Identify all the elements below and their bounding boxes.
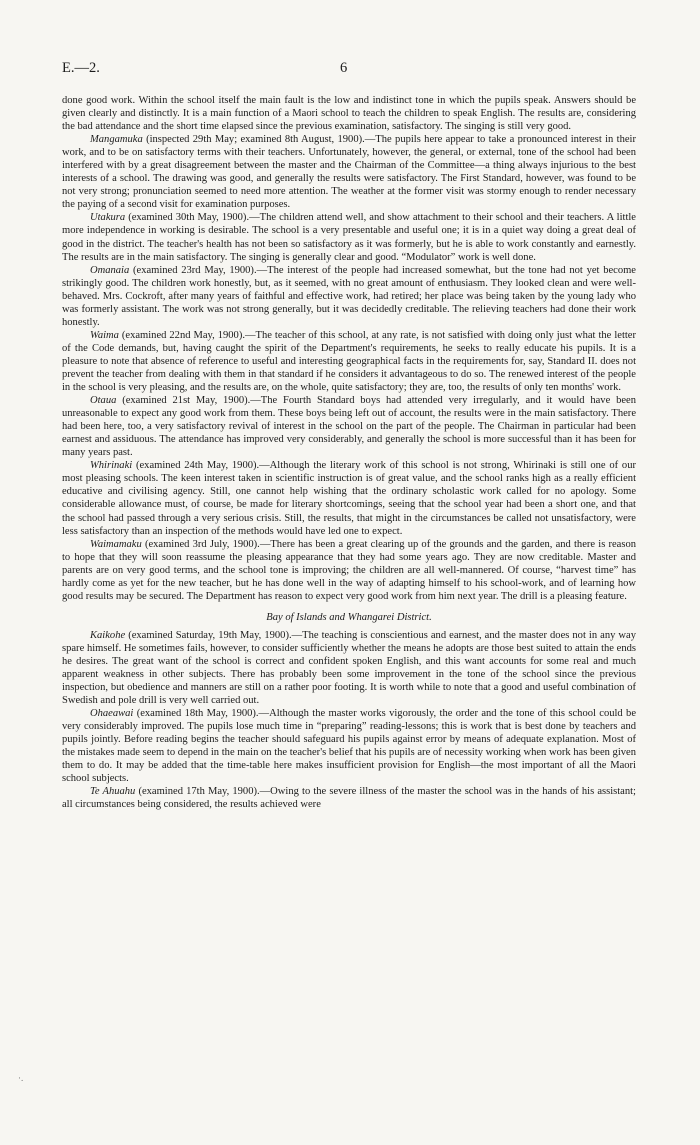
school-paragraph-te-ahuahu: Te Ahuahu (examined 17th May, 1900).—Owing to the severe illness of the master the school was in the hands of his assistant; all circumstances being considered, the results achieved were <box>62 786 636 811</box>
school-paragraph-mangamuka: Mangamuka (inspected 29th May; examined 8th August, 1900).—The pupils here appear to take a pronounced interest in their work, and to be on satisfactory terms with their teachers. Unfortunately, however, the general, or external, tone of the school had been interfered with by a great disagreement between the master and the Chairman of the Committee—a thing always injurious to the best interests of a school. The drawing was good, and generally the results were satisfactory. The First Standard, however, was found to be not very strong; pronunciation seemed to need more attention. The weather at the former visit was stormy enough to render necessary the paying of a second visit for examination purposes. <box>62 134 636 211</box>
school-name: Te Ahuahu <box>90 786 136 798</box>
school-name: Ohaeawai <box>90 708 134 720</box>
school-name: Waima <box>90 329 119 341</box>
district-heading: Bay of Islands and Whangarei District. <box>266 611 432 623</box>
report-reference: E.—2. <box>62 60 100 76</box>
school-paragraph-ohaeawai: Ohaeawai (examined 18th May, 1900).—Although the master works vigorously, the order and the tone of this school could be very considerably improved. The pupils lose much time in “preparing” reading-lessons; this is work that is best done by teachers and pupils jointly. Before reading begins the teacher should safeguard his pupils against error by means of adequate explanation. Most of the mistakes made seem to depend in the main on the teacher's belief that his pupils are of necessity working when work has been given them to do. It may be added that the time-table here makes insufficient provision for English—the most important of all the Maori school subjects. <box>62 708 636 785</box>
page-header <box>0 60 700 78</box>
report-body <box>62 94 636 812</box>
margin-mark: ·. <box>18 1073 24 1083</box>
school-name: Kaikohe <box>90 629 126 641</box>
page-number: 6 <box>340 60 348 76</box>
school-paragraph-whirinaki: Whirinaki (examined 24th May, 1900).—Although the literary work of this school is not strong, Whirinaki is still one of our most pleasing schools. The keen interest taken in scientific instruction is of great value, and the school ranks high as a really efficient educative and civilising agency. Still, one cannot help wishing that the ordinary scholastic work called for no apology. Some considerable allowance must, of course, be made for literary shortcomings, seeing that the school year had been a short one, and that the school had passed through a very serious crisis. Still, the results, that might in the circumstances be called not unsatisfactory, were less satisfactory than an inspection of the methods would have led one to expect. <box>62 460 636 537</box>
school-paragraph-waima: Waima (examined 22nd May, 1900).—The teacher of this school, at any rate, is not satisfied with doing only just what the letter of the Code demands, but, having caught the spirit of the Department's requirements, he seeks to really educate his pupils. It is a pleasure to note that absence of reference to useful and interesting geographical facts in the requirements for, say, Standard II. does not prevent the teacher from dealing with them in that standard if he considers it advantageous to do so. The renewed interest of the people in the school is very pleasing, and the results are, on the whole, quite satisfactory; they are, too, the results of only ten months' work. <box>62 329 636 394</box>
paragraph-continued: done good work. Within the school itself the main fault is the low and indistinct tone in which the pupils speak. Answers should be given clearly and distinctly. It is a main function of a Maori school to teach the children to speak English. The results are, considering the bad attendance and the short time elapsed since the previous examination, satisfactory. The singing is still very good. <box>62 95 636 133</box>
school-name: Whirinaki <box>90 460 133 472</box>
school-paragraph-omanaia: Omanaia (examined 23rd May, 1900).—The interest of the people had increased somewhat, but the tone had not yet become strikingly good. The children work honestly, but, as it seemed, with no great amount of enthusiasm. They looked clean and were well-behaved. Mrs. Cockroft, after many years of faithful and effective work, had retired; her place was being taken by the young lady who was formerly assistant. The work was not strong generally, but it was decidedly creditable. The relieving teachers had done their work honestly. <box>62 264 636 328</box>
school-name: Otaua <box>90 395 117 407</box>
school-paragraph-waimamaku: Waimamaku (examined 3rd July, 1900).—There has been a great clearing up of the grounds and the garden, and there is reason to hope that they will soon reassume the pleasing appearance that they had some years ago. They are now creditable. Master and parents are on very good terms, and the school tone is improving; the children are all well-mannered. Of course, “harvest time” has hardly come as yet for the new teacher, but he has done well in the way of adapting himself to his school-work, and of learning how good results may be secured. The Department has reason to expect very good work from him next year. The drill is a pleasing feature. <box>62 538 636 602</box>
school-name: Utakura <box>90 212 126 224</box>
school-name: Waimamaku <box>90 538 142 550</box>
school-paragraph-kaikohe: Kaikohe (examined Saturday, 19th May, 1900).—The teaching is conscientious and earnest, and the master does not in any way spare himself. He sometimes fails, however, to consider sufficiently whether the means he adopts are those best suited to attain the ends he desires. The great want of the school is correct and confident spoken English, and this want accounts for some real and much apparent weakness in other subjects. There has probably been some improvement in the tone of the school since the previous inspection, but obedience and manners are still on a rather poor footing. It is worth while to note that a good and useful combination of Swedish and pole drill is very well carried out. <box>62 629 636 707</box>
school-paragraph-otaua: Otaua (examined 21st May, 1900).—The Fourth Standard boys had attended very irregularly, and it would have been unreasonable to expect any good work from them. These boys being left out of account, the results were in the main satisfactory. There had been here, too, a very satisfactory revival of interest in the school on the part of the people. The Chairman in particular had been earnest and assiduous. The attendance has improved very considerably, and generally the school is more successful than it has been for many years past. <box>62 395 636 459</box>
school-paragraph-utakura: Utakura (examined 30th May, 1900).—The children attend well, and show attachment to their school and their teachers. A little more independence in working is desirable. The school is a very presentable and useful one; it is in a quiet way doing a great deal of good in the district. The teacher's health has not been so satisfactory as it was formerly, but he is able to work constantly and earnestly. The results are in the main satisfactory. The singing is generally clear and good. “Modulator” work is well done. <box>62 212 636 263</box>
school-name: Mangamuka <box>90 134 143 146</box>
school-name: Omanaia <box>90 264 130 276</box>
